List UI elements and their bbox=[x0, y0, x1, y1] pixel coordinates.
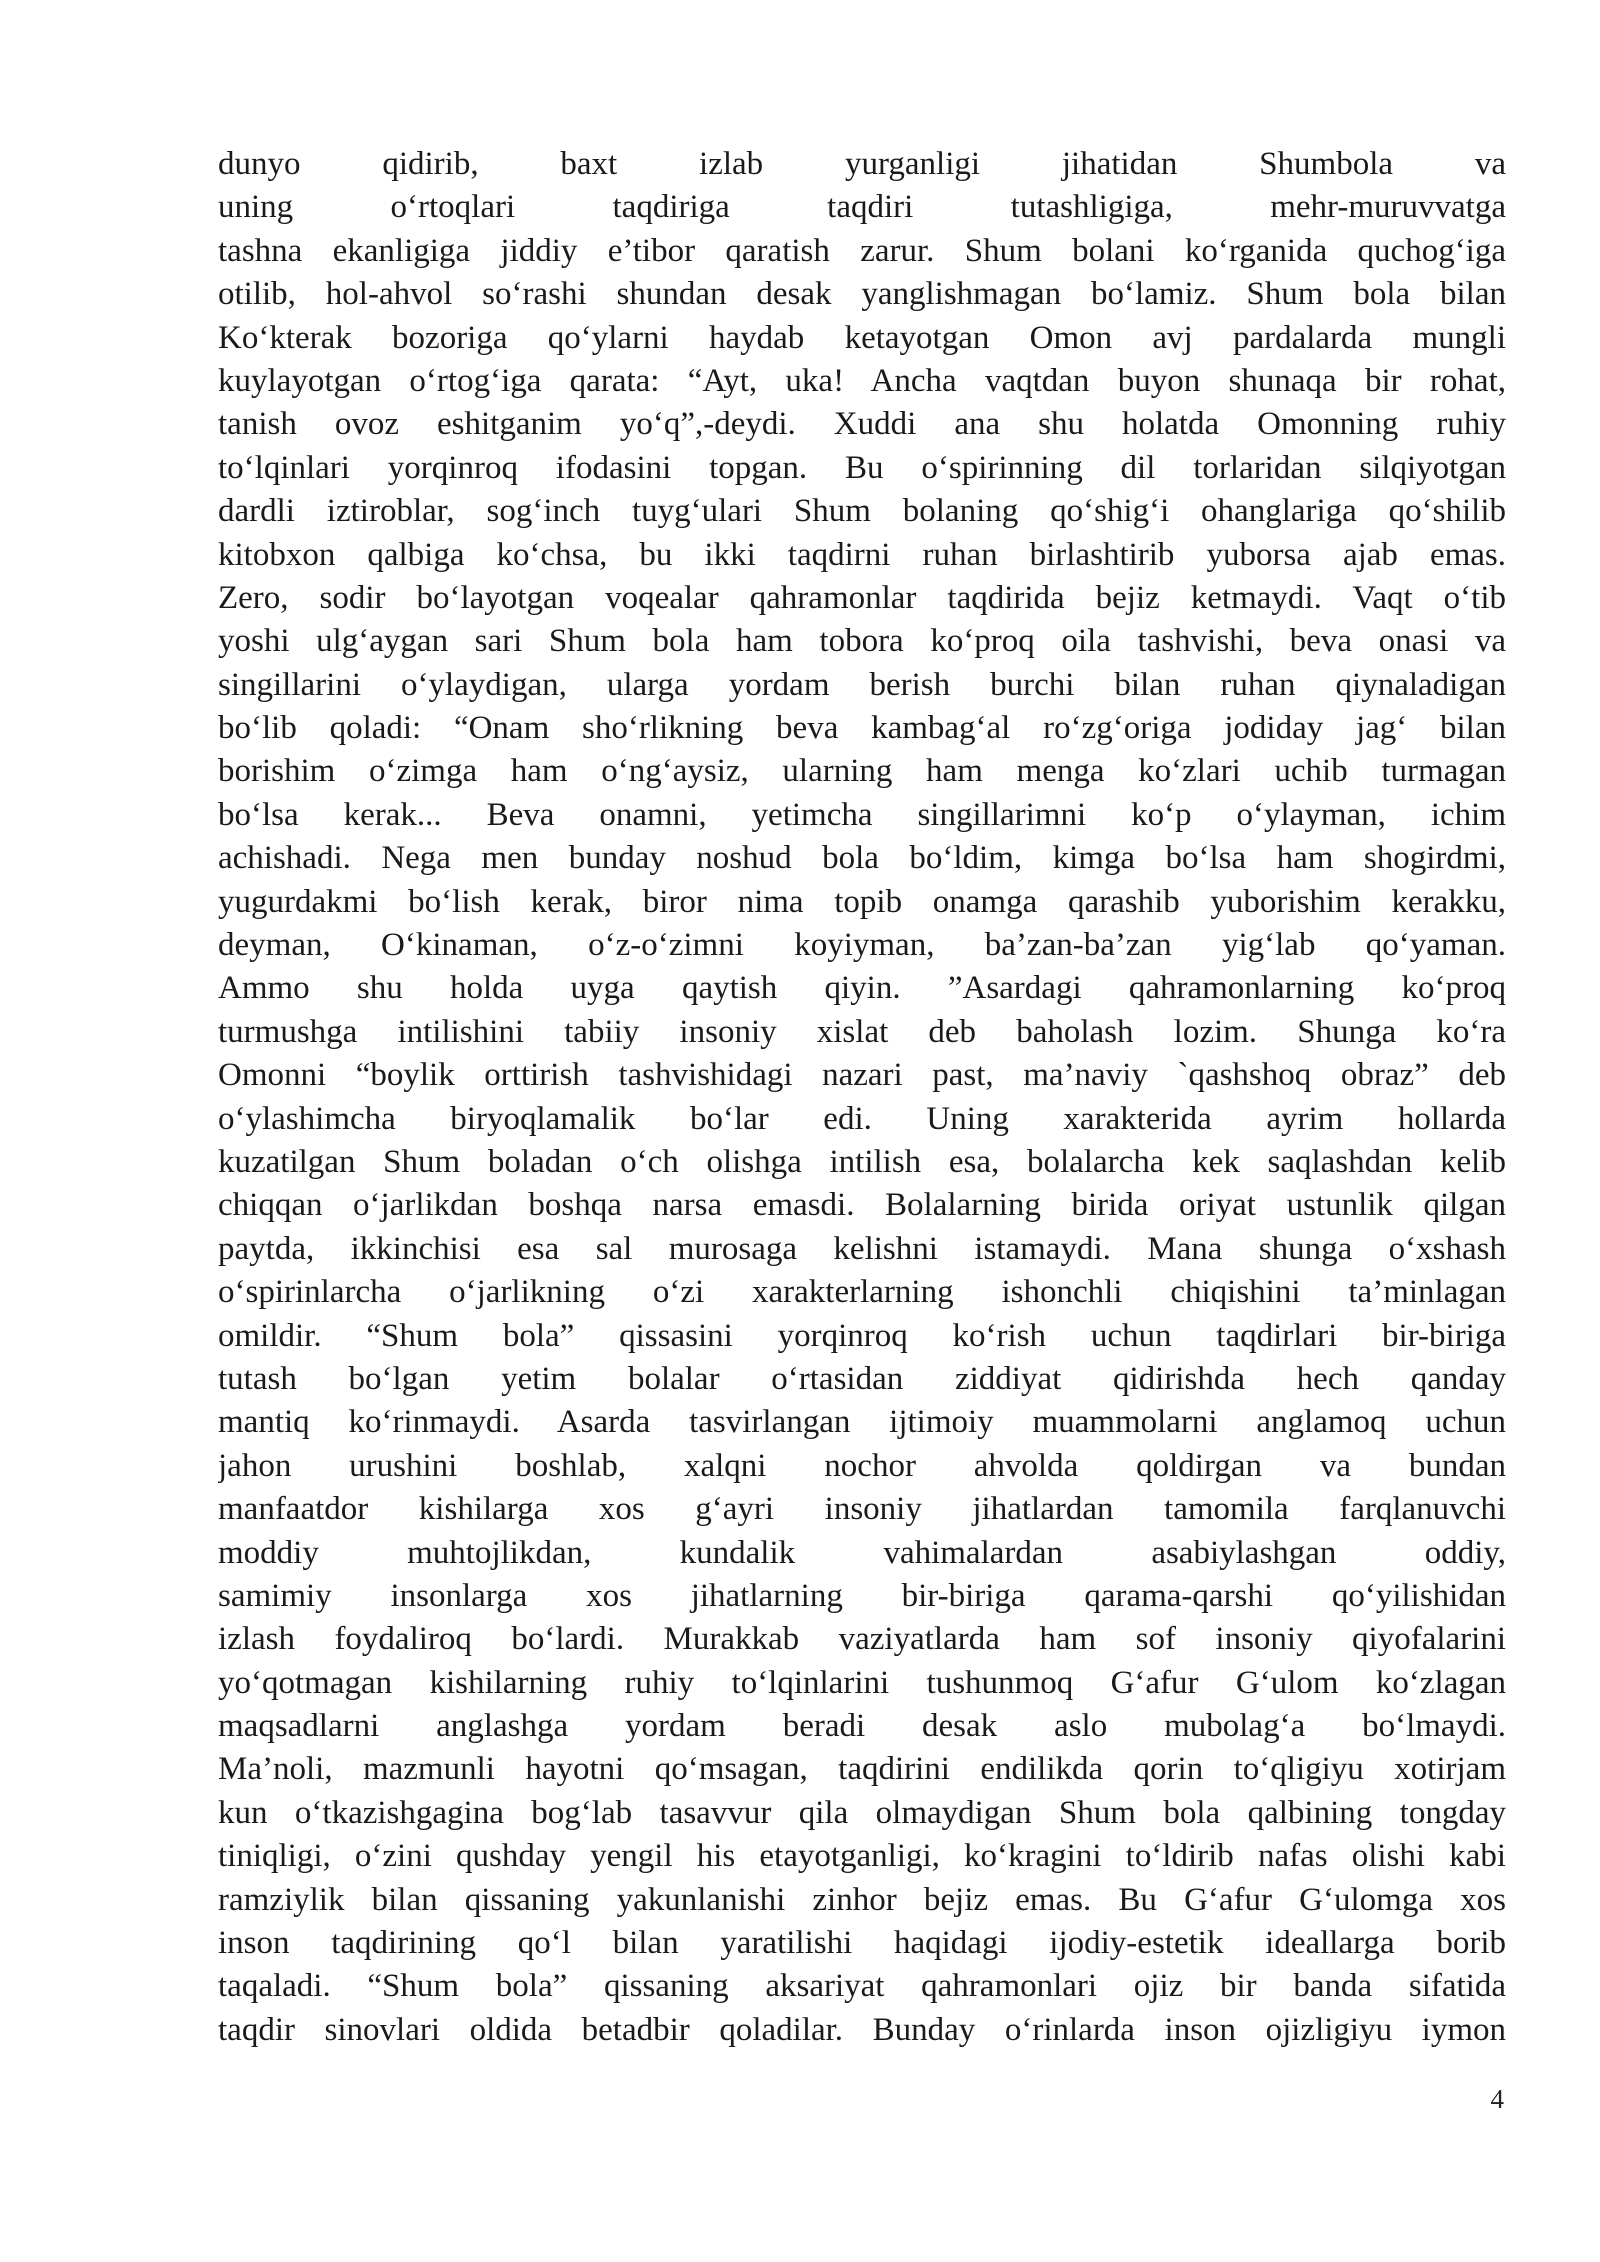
text-line: taqdir sinovlari oldida betadbir qoladilar. Bunday o‘rinlarda inson ojizligiyu iymon bbox=[218, 2011, 1506, 2048]
text-line: chiqqan o‘jarlikdan boshqa narsa emasdi. Bolalarning birida oriyat ustunlik qilgan bbox=[218, 1187, 1506, 1224]
text-line: Ma’noli, mazmunli hayotni qo‘msagan, taqdirini endilikda qorin to‘qligiyu xotirjam bbox=[218, 1751, 1506, 1788]
text-line: taqaladi. “Shum bola” qissaning aksariyat qahramonlari ojiz bir banda sifatida bbox=[218, 1968, 1506, 2005]
text-line: paytda, ikkinchisi esa sal murosaga kelishni istamaydi. Mana shunga o‘xshash bbox=[218, 1230, 1506, 1267]
text-line: deyman, O‘kinaman, o‘z-o‘zimni koyiyman, ba’zan-ba’zan yig‘lab qo‘yaman. bbox=[218, 927, 1506, 964]
text-line: dunyo qidirib, baxt izlab yurganligi jihatidan Shumbola va bbox=[218, 146, 1506, 182]
text-line: yo‘qotmagan kishilarning ruhiy to‘lqinlarini tushunmoq G‘afur G‘ulom ko‘zlagan bbox=[218, 1664, 1506, 1701]
page-number: 4 bbox=[1490, 2084, 1504, 2114]
text-line: manfaatdor kishilarga xos g‘ayri insoniy jihatlardan tamomila farqlanuvchi bbox=[218, 1491, 1506, 1528]
text-line: moddiy muhtojlikdan, kundalik vahimalardan asabiylashgan oddiy, bbox=[218, 1534, 1506, 1571]
text-line: ramziylik bilan qissaning yakunlanishi zinhor bejiz emas. Bu G‘afur G‘ulomga xos bbox=[218, 1881, 1506, 1918]
text-line: bo‘lsa kerak... Beva onamni, yetimcha singillarimni ko‘p o‘ylayman, ichim bbox=[218, 796, 1506, 833]
text-line: yugurdakmi bo‘lish kerak, biror nima topib onamga qarashib yuborishim kerakku, bbox=[218, 883, 1506, 920]
text-line: o‘ylashimcha biryoqlamalik bo‘lar edi. Uning xarakterida ayrim hollarda bbox=[218, 1100, 1506, 1137]
text-line: tiniqligi, o‘zini qushday yengil his etayotganligi, ko‘kragini to‘ldirib nafas olishi kabi bbox=[218, 1838, 1506, 1875]
text-line: otilib, hol-ahvol so‘rashi shundan desak yanglishmagan bo‘lamiz. Shum bola bilan bbox=[218, 276, 1506, 313]
text-line: kun o‘tkazishgagina bog‘lab tasavvur qila olmaydigan Shum bola qalbining tongday bbox=[218, 1794, 1506, 1831]
text-line: maqsadlarni anglashga yordam beradi desak aslo mubolag‘a bo‘lmaydi. bbox=[218, 1708, 1506, 1745]
text-line: Omonni “boylik orttirish tashvishidagi nazari past, ma’naviy `qashshoq obraz” deb bbox=[218, 1057, 1506, 1094]
text-line: inson taqdirining qo‘l bilan yaratilishi haqidagi ijodiy-estetik ideallarga borib bbox=[218, 1925, 1506, 1962]
text-line: omildir. “Shum bola” qissasini yorqinroq ko‘rish uchun taqdirlari bir-biriga bbox=[218, 1317, 1506, 1354]
text-line: Ko‘kterak bozoriga qo‘ylarni haydab ketayotgan Omon avj pardalarda mungli bbox=[218, 319, 1506, 356]
text-line: o‘spirinlarcha o‘jarlikning o‘zi xarakterlarning ishonchli chiqishini ta’minlagan bbox=[218, 1274, 1506, 1311]
body-text bbox=[218, 143, 1506, 2052]
text-line: kuzatilgan Shum boladan o‘ch olishga intilish esa, bolalarcha kek saqlashdan kelib bbox=[218, 1143, 1506, 1180]
text-line: turmushga intilishini tabiiy insoniy xislat deb baholash lozim. Shunga ko‘ra bbox=[218, 1013, 1506, 1050]
text-line: jahon urushini boshlab, xalqni nochor ahvolda qoldirgan va bundan bbox=[218, 1447, 1506, 1484]
text-line: tutash bo‘lgan yetim bolalar o‘rtasidan ziddiyat qidirishda hech qanday bbox=[218, 1360, 1506, 1397]
text-line: kuylayotgan o‘rtog‘iga qarata: “Ayt, uka! Ancha vaqtdan buyon shunaqa bir rohat, bbox=[218, 362, 1506, 399]
text-line: Zero, sodir bo‘layotgan voqealar qahramonlar taqdirida bejiz ketmaydi. Vaqt o‘tib bbox=[218, 579, 1506, 616]
text-line: to‘lqinlari yorqinroq ifodasini topgan. Bu o‘spirinning dil torlaridan silqiyotgan bbox=[218, 449, 1506, 486]
text-line: bo‘lib qoladi: “Onam sho‘rlikning beva kambag‘al ro‘zg‘origa jodiday jag‘ bilan bbox=[218, 710, 1506, 747]
text-line: yoshi ulg‘aygan sari Shum bola ham tobora ko‘proq oila tashvishi, beva onasi va bbox=[218, 623, 1506, 660]
text-line: singillarini o‘ylaydigan, ularga yordam berish burchi bilan ruhan qiynaladigan bbox=[218, 666, 1506, 703]
text-line: tashna ekanligiga jiddiy e’tibor qaratish zarur. Shum bolani ko‘rganida quchog‘iga bbox=[218, 232, 1506, 269]
text-line: Ammo shu holda uyga qaytish qiyin. ”Asardagi qahramonlarning ko‘proq bbox=[218, 970, 1506, 1007]
text-line: achishadi. Nega men bunday noshud bola bo‘ldim, kimga bo‘lsa ham shogirdmi, bbox=[218, 840, 1506, 877]
text-line: tanish ovoz eshitganim yo‘q”,-deydi. Xuddi ana shu holatda Omonning ruhiy bbox=[218, 406, 1506, 443]
text-line: mantiq ko‘rinmaydi. Asarda tasvirlangan ijtimoiy muammolarni anglamoq uchun bbox=[218, 1404, 1506, 1441]
text-line: kitobxon qalbiga ko‘chsa, bu ikki taqdirni ruhan birlashtirib yuborsa ajab emas. bbox=[218, 536, 1506, 573]
text-line: izlash foydaliroq bo‘lardi. Murakkab vaziyatlarda ham sof insoniy qiyofalarini bbox=[218, 1621, 1506, 1658]
text-line: dardli iztiroblar, sog‘inch tuyg‘ulari Shum bolaning qo‘shig‘i ohanglariga qo‘shilib bbox=[218, 493, 1506, 530]
text-line: samimiy insonlarga xos jihatlarning bir-biriga qarama-qarshi qo‘yilishidan bbox=[218, 1577, 1506, 1614]
text-line: uning o‘rtoqlari taqdiriga taqdiri tutashligiga, mehr-muruvvatga bbox=[218, 189, 1506, 226]
text-line: borishim o‘zimga ham o‘ng‘aysiz, ularning ham menga ko‘zlari uchib turmagan bbox=[218, 753, 1506, 790]
